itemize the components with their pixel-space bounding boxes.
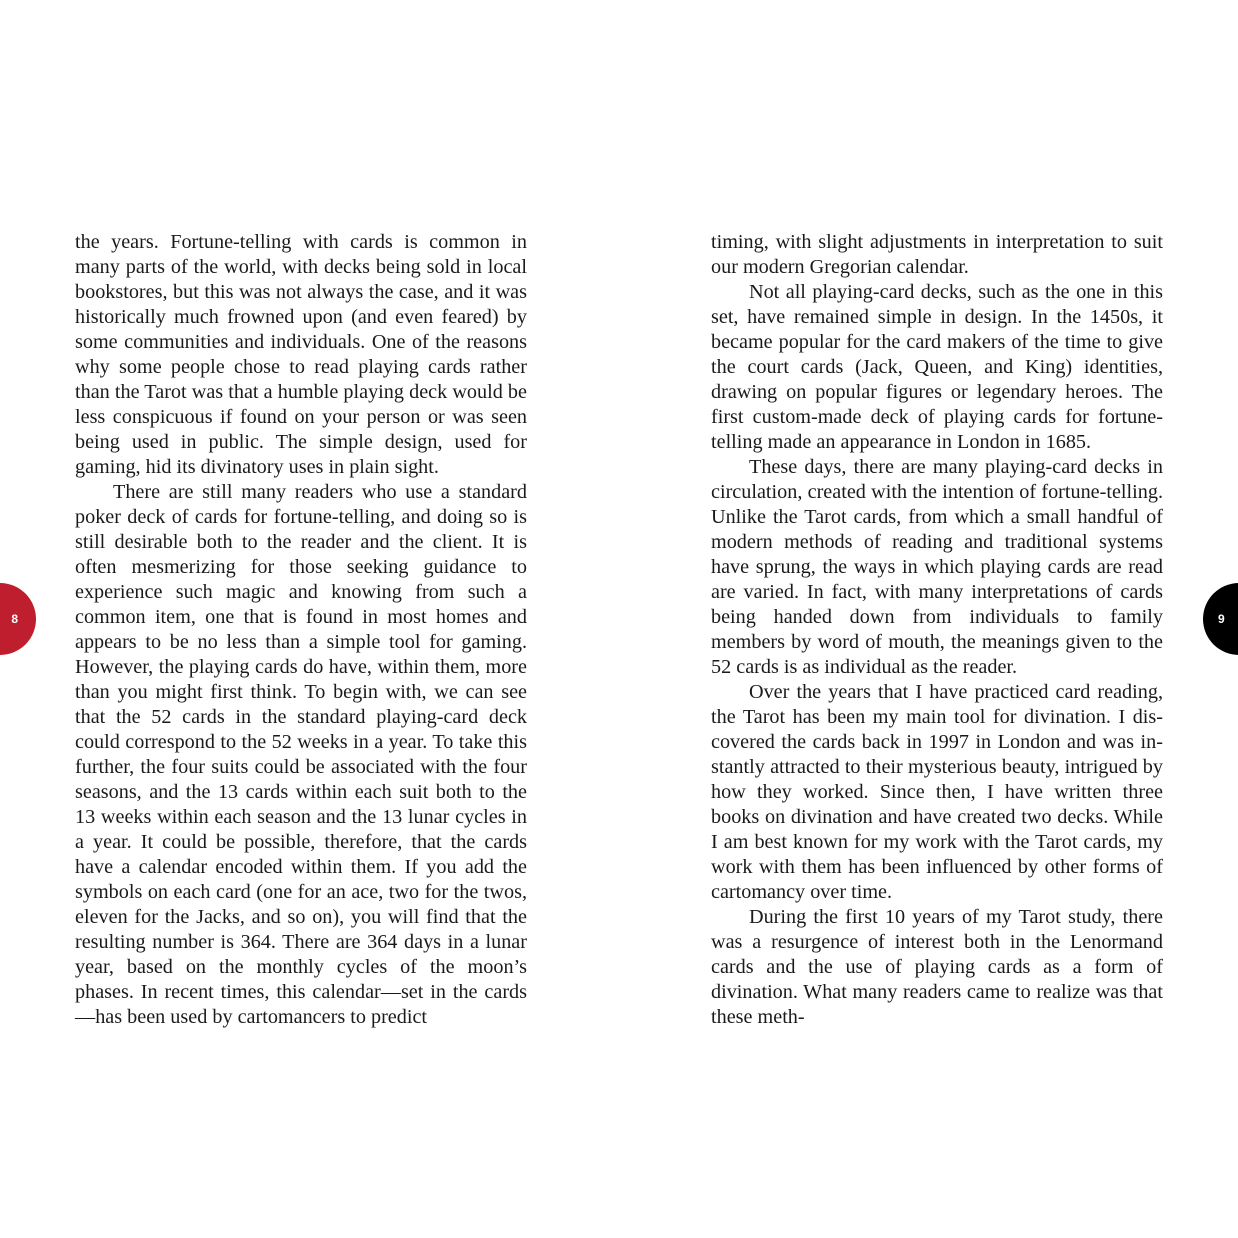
paragraph: Not all playing-card decks, such as the one in this set, have remained simple in design. In the 1450s, it became popular for the card makers of the time to give the court cards (Jack, Queen, and King) identities, drawing on popular figures or legendary heroes. The first custom-made deck of playing cards for fortune-telling made an appearance in London in 1685.: [711, 281, 1163, 453]
paragraph: the years. Fortune-telling with cards is common in many parts of the world, with decks being sold in local bookstores, but this was not always the case, and it was historically much frowned upon (and even feared) by some communities and individuals. One of the reasons why some people chose to read playing cards rather than the Tarot was that a humble playing deck would be less conspicuous if found on your person or was seen being used in public. The simple design, used for gaming, hid its divinatory uses in plain sight.: [75, 231, 527, 478]
paragraph: timing, with slight adjustments in interpretation to suit our modern Gregorian calendar.: [711, 231, 1163, 278]
right-page: [619, 0, 1238, 1238]
right-text-column: [711, 230, 1163, 1030]
page-number: 8: [11, 612, 18, 626]
paragraph: During the first 10 years of my Tarot study, there was a resurgence of interest both in the Lenormand cards and the use of playing cards as a form of divination. What many readers came to realize was that these meth-: [711, 906, 1163, 1028]
page-number-tab-right: [1203, 583, 1238, 655]
left-text-column: [75, 230, 527, 1030]
page-number-tab-left: [0, 583, 36, 655]
paragraph: These days, there are many playing-card decks in circulation, created with the intention of fortune-telling. Unlike the Tarot cards, from which a small handful of modern methods of reading and traditional systems have sprung, the ways in which playing cards are read are varied. In fact, with many interpretations of cards being handed down from individuals to family members by word of mouth, the meanings given to the 52 cards is as individual as the reader.: [711, 456, 1163, 678]
paragraph: There are still many readers who use a standard poker deck of cards for fortune-telling, and doing so is still desirable both to the reader and the client. It is often mesmerizing for those seeking guidance to experience such magic and knowing from such a common item, one that is found in most homes and appears to be no less than a simple tool for gaming. However, the playing cards do have, within them, more than you might first think. To begin with, we can see that the 52 cards in the standard playing-card deck could correspond to the 52 weeks in a year. To take this further, the four suits could be associated with the four seasons, and the 13 cards within each suit both to the 13 weeks within each season and the 13 lunar cycles in a year. It could be possible, therefore, that the cards have a calendar encoded within them. If you add the symbols on each card (one for an ace, two for the twos, eleven for the Jacks, and so on), you will find that the resulting number is 364. There are 364 days in a lunar year, based on the monthly cycles of the moon’s phases. In recent times, this calendar—set in the cards—has been used by cartomancers to predict: [75, 481, 527, 1028]
page-number: 9: [1218, 612, 1225, 626]
paragraph: Over the years that I have practiced card reading, the Tarot has been my main tool for divination. I discovered the cards back in 1997 in London and was instantly attracted to their mysterious beauty, intrigued by how they worked. Since then, I have written three books on divination and have created two decks. While I am best known for my work with the Tarot cards, my work with them has been influenced by other forms of cartomancy over time.: [711, 681, 1163, 903]
